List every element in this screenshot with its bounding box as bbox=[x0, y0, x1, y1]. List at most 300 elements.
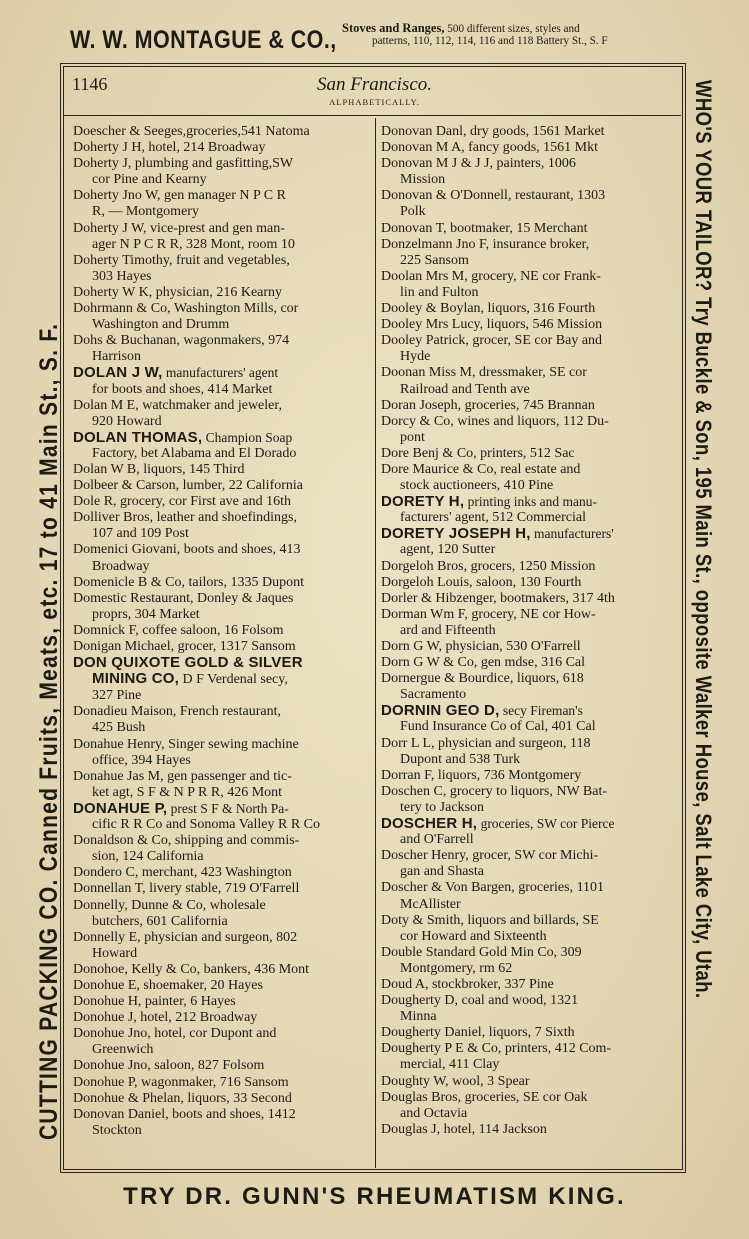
entry-text: gan and Shasta bbox=[400, 864, 484, 880]
directory-entry bbox=[73, 881, 376, 897]
entry-line bbox=[73, 639, 376, 655]
entry-text: Greenwich bbox=[92, 1042, 154, 1058]
entry-line bbox=[73, 591, 376, 607]
entry-text: Dorman Wm F, grocery, NE cor How- bbox=[381, 606, 596, 622]
entry-continuation bbox=[381, 623, 684, 639]
directory-entry bbox=[381, 494, 684, 526]
header-rule bbox=[63, 115, 681, 116]
entry-continuation bbox=[381, 349, 684, 365]
entry-line bbox=[381, 945, 684, 961]
entry-continuation bbox=[73, 172, 376, 188]
entry-line bbox=[73, 655, 376, 671]
entry-text: manufacturers' bbox=[530, 526, 614, 542]
entry-text: Donovan & O'Donnell, restaurant, 1303 bbox=[381, 188, 606, 204]
advertisement-details bbox=[342, 23, 682, 47]
entry-continuation bbox=[381, 382, 684, 398]
entry-continuation bbox=[73, 753, 376, 769]
entry-text: Donohue H, painter, 6 Hayes bbox=[73, 994, 236, 1010]
entry-text: Mission bbox=[400, 172, 446, 188]
entry-text: Dougherty D, coal and wood, 1321 bbox=[381, 993, 579, 1009]
entry-text: printing inks and manu- bbox=[464, 494, 597, 510]
entry-text: Domenici Giovani, boots and shoes, 413 bbox=[73, 542, 301, 558]
entry-text: Doud A, stockbroker, 337 Pine bbox=[381, 976, 554, 992]
directory-entry bbox=[381, 1122, 684, 1138]
entry-line bbox=[73, 1107, 376, 1123]
directory-entry bbox=[73, 898, 376, 930]
entry-line bbox=[73, 1091, 376, 1107]
entry-continuation bbox=[381, 864, 684, 880]
entry-text: R, — Montgomery bbox=[92, 204, 199, 220]
entry-text: Dolliver Bros, leather and shoefindings, bbox=[73, 510, 297, 526]
entry-line bbox=[381, 414, 684, 430]
directory-entry bbox=[381, 671, 684, 703]
directory-entry bbox=[381, 301, 684, 317]
entry-line bbox=[381, 607, 684, 623]
directory-entry bbox=[381, 317, 684, 333]
entry-line bbox=[73, 430, 376, 446]
directory-entry bbox=[73, 704, 376, 736]
entry-text: Donnellan T, livery stable, 719 O'Farrell bbox=[73, 881, 300, 897]
ad-line2: patterns, 110, 112, 114, 116 and 118 Battery St., S. F bbox=[372, 34, 608, 47]
entry-text: Dondero C, merchant, 423 Washington bbox=[73, 865, 292, 881]
entry-text: Sacramento bbox=[400, 687, 467, 703]
entry-text: ket agt, S F & N P R R, 426 Mont bbox=[92, 784, 283, 800]
directory-entry bbox=[73, 978, 376, 994]
directory-entry bbox=[73, 462, 376, 478]
directory-entry bbox=[381, 880, 684, 912]
entry-line bbox=[381, 526, 684, 542]
directory-entry bbox=[381, 655, 684, 671]
directory-entry bbox=[73, 333, 376, 365]
entry-line bbox=[73, 285, 376, 301]
entry-line bbox=[381, 913, 684, 929]
entry-text: Doscher Henry, grocer, SW cor Michi- bbox=[381, 848, 599, 864]
entry-line bbox=[381, 124, 684, 140]
entry-continuation bbox=[381, 1009, 684, 1025]
directory-entry bbox=[381, 365, 684, 397]
entry-line bbox=[73, 833, 376, 849]
entry-text: Donaldson & Co, shipping and commis- bbox=[73, 833, 300, 849]
entry-line bbox=[381, 140, 684, 156]
directory-entry bbox=[73, 253, 376, 285]
advertiser-name: W. W. MONTAGUE & CO., bbox=[70, 26, 337, 54]
directory-entry bbox=[73, 140, 376, 156]
entry-continuation bbox=[73, 446, 376, 462]
entry-continuation bbox=[73, 1123, 376, 1139]
entry-text: Donahue Henry, Singer sewing machine bbox=[73, 736, 299, 752]
entry-text: Washington and Drumm bbox=[92, 317, 230, 333]
ad-product: Stoves and Ranges, bbox=[342, 21, 445, 35]
entry-text: Dorn G W, physician, 530 O'Farrell bbox=[381, 639, 581, 654]
directory-entry bbox=[73, 430, 376, 462]
directory-entry bbox=[73, 865, 376, 881]
entry-text: Polk bbox=[400, 204, 426, 220]
entry-text: Dooley Patrick, grocer, SE cor Bay and bbox=[381, 333, 603, 349]
directory-entry bbox=[381, 1041, 684, 1073]
entry-text: Doherty W K, physician, 216 Kearny bbox=[73, 284, 283, 300]
entry-heading: DORNIN GEO D, bbox=[381, 703, 500, 720]
entry-line bbox=[73, 1075, 376, 1091]
directory-entry bbox=[73, 994, 376, 1010]
directory-entry bbox=[73, 510, 376, 542]
entry-text: Donohue E, shoemaker, 20 Hayes bbox=[73, 977, 263, 993]
entry-continuation bbox=[73, 914, 376, 930]
entry-text: Donovan M J & J J, painters, 1006 bbox=[381, 156, 576, 172]
entry-text: groceries, SW cor Pierce bbox=[477, 816, 615, 832]
entry-line bbox=[73, 1026, 376, 1042]
directory-entry bbox=[381, 977, 684, 993]
entry-text: ager N P C R R, 328 Mont, room 10 bbox=[92, 236, 295, 252]
entry-line bbox=[73, 542, 376, 558]
entry-line bbox=[73, 801, 376, 817]
left-column bbox=[73, 124, 376, 1139]
entry-line bbox=[73, 124, 376, 140]
entry-text: manufacturers' agent bbox=[162, 365, 279, 381]
entry-line bbox=[73, 140, 376, 156]
entry-text: Double Standard Gold Min Co, 309 bbox=[381, 944, 582, 960]
directory-entry bbox=[73, 655, 376, 704]
entry-text: Donnelly, Dunne & Co, wholesale bbox=[73, 897, 266, 913]
entry-line bbox=[381, 1074, 684, 1090]
directory-entry bbox=[73, 1010, 376, 1026]
entry-text: Donovan Daniel, boots and shoes, 1412 bbox=[73, 1106, 296, 1122]
entry-line bbox=[73, 301, 376, 317]
entry-line bbox=[73, 253, 376, 269]
entry-text: Champion Soap bbox=[202, 429, 293, 445]
entry-text: Dougherty P E & Co, printers, 412 Com- bbox=[381, 1041, 612, 1057]
entry-continuation bbox=[381, 929, 684, 945]
directory-entry bbox=[73, 285, 376, 301]
entry-continuation: 327 Pine bbox=[92, 688, 142, 704]
directory-entry bbox=[73, 623, 376, 639]
entry-text: pont bbox=[400, 429, 425, 445]
entry-heading: DOLAN THOMAS, bbox=[73, 429, 203, 446]
left-side-ad-text: CUTTING PACKING CO. Canned Fruits, Meats, etc. 17 to 41 Main St., S. F. bbox=[35, 322, 63, 1140]
entry-line bbox=[73, 156, 376, 172]
directory-entry bbox=[381, 848, 684, 880]
entry-text: Donovan Danl, dry goods, 1561 Market bbox=[381, 124, 605, 139]
entry-line bbox=[73, 978, 376, 994]
entry-line bbox=[381, 221, 684, 237]
entry-heading: DON QUIXOTE GOLD & SILVER bbox=[73, 655, 303, 672]
entry-text: Donzelmann Jno F, insurance broker, bbox=[381, 236, 590, 252]
entry-line bbox=[73, 575, 376, 591]
entry-text: Donigan Michael, grocer, 1317 Sansom bbox=[73, 639, 296, 654]
entry-line bbox=[381, 494, 684, 510]
entry-text: Douglas J, hotel, 114 Jackson bbox=[381, 1121, 547, 1137]
entry-line bbox=[73, 994, 376, 1010]
directory-entry bbox=[73, 737, 376, 769]
entry-text: Dorn G W & Co, gen mdse, 316 Cal bbox=[381, 655, 586, 671]
entry-text: McAllister bbox=[400, 896, 461, 912]
entry-line bbox=[381, 880, 684, 896]
directory-entry bbox=[73, 1026, 376, 1058]
directory-entry bbox=[73, 221, 376, 253]
entry-text: Stockton bbox=[92, 1122, 142, 1138]
entry-heading-continued: MINING CO, bbox=[92, 671, 179, 688]
entry-text: Doherty J W, vice-prest and gen man- bbox=[73, 220, 285, 236]
entry-text: 425 Bush bbox=[92, 720, 146, 736]
entry-text: D F Verdenal secy, bbox=[179, 672, 288, 688]
entry-heading: DOLAN J W, bbox=[73, 365, 163, 382]
entry-text: Dore Maurice & Co, real estate and bbox=[381, 461, 581, 477]
entry-continuation bbox=[381, 832, 684, 848]
entry-text: Doherty J, plumbing and gasfitting,SW bbox=[73, 156, 294, 172]
entry-continuation bbox=[381, 430, 684, 446]
entry-line bbox=[73, 769, 376, 785]
entry-text: Donohue & Phelan, liquors, 33 Second bbox=[73, 1090, 292, 1106]
top-advertisement bbox=[60, 22, 700, 56]
entry-line bbox=[381, 784, 684, 800]
entry-line bbox=[381, 655, 684, 671]
entry-continuation bbox=[381, 204, 684, 220]
entry-line bbox=[73, 898, 376, 914]
entry-line bbox=[381, 188, 684, 204]
directory-entry bbox=[381, 736, 684, 768]
right-column bbox=[381, 124, 684, 1138]
entry-text: lin and Fulton bbox=[400, 284, 479, 300]
entry-continuation bbox=[73, 607, 376, 623]
directory-entry bbox=[381, 398, 684, 414]
directory-entry bbox=[73, 591, 376, 623]
entry-text: Dolan W B, liquors, 145 Third bbox=[73, 461, 245, 477]
entry-text: Dougherty Daniel, liquors, 7 Sixth bbox=[381, 1025, 575, 1041]
page-number: 1146 bbox=[72, 74, 108, 94]
entry-text: Dole R, grocery, cor First ave and 16th bbox=[73, 494, 291, 510]
entry-text: Donahue Jas M, gen passenger and tic- bbox=[73, 768, 292, 784]
entry-continuation bbox=[73, 817, 376, 833]
ad-line1: 500 different sizes, styles and bbox=[444, 23, 580, 35]
entry-continuation bbox=[73, 317, 376, 333]
entry-text: 107 and 109 Post bbox=[92, 526, 189, 542]
entry-continuation bbox=[73, 204, 376, 220]
entry-text: agent, 120 Sutter bbox=[400, 542, 496, 558]
entry-continuation bbox=[73, 720, 376, 736]
directory-entry bbox=[381, 993, 684, 1025]
entry-line bbox=[381, 977, 684, 993]
entry-text: Howard bbox=[92, 945, 138, 961]
entry-line bbox=[381, 816, 684, 832]
directory-entry bbox=[73, 1107, 376, 1139]
entry-line bbox=[381, 446, 684, 462]
entry-text: Donovan M A, fancy goods, 1561 Mkt bbox=[381, 140, 598, 156]
directory-entry bbox=[73, 542, 376, 574]
entry-heading: DORETY H, bbox=[381, 494, 465, 511]
entry-text: secy Fireman's bbox=[499, 703, 583, 719]
entry-text: Dorler & Hibzenger, bootmakers, 317 4th bbox=[381, 590, 615, 606]
entry-text: and O'Farrell bbox=[400, 832, 474, 848]
directory-entry bbox=[381, 414, 684, 446]
entry-line bbox=[73, 1010, 376, 1026]
entry-line bbox=[381, 591, 684, 607]
entry-text: Dohs & Buchanan, wagonmakers, 974 bbox=[73, 333, 290, 349]
entry-text: Doscher & Von Bargen, groceries, 1101 bbox=[381, 880, 605, 896]
entry-text: Hyde bbox=[400, 349, 431, 365]
entry-text: Doherty Jno W, gen manager N P C R bbox=[73, 188, 286, 204]
directory-entry bbox=[381, 237, 684, 269]
entry-continuation bbox=[381, 542, 684, 558]
directory-entry bbox=[381, 1090, 684, 1122]
entry-text: proprs, 304 Market bbox=[92, 606, 200, 622]
entry-text: office, 394 Hayes bbox=[92, 752, 191, 768]
entry-text: Factory, bet Alabama and El Dorado bbox=[92, 445, 297, 461]
entry-line bbox=[381, 639, 684, 655]
entry-line bbox=[381, 301, 684, 317]
entry-line bbox=[381, 575, 684, 591]
entry-continuation bbox=[73, 946, 376, 962]
directory-entry bbox=[381, 221, 684, 237]
entry-continuation bbox=[73, 526, 376, 542]
entry-text: Harrison bbox=[92, 349, 141, 365]
entry-text: Dooley & Boylan, liquors, 316 Fourth bbox=[381, 301, 596, 317]
entry-text: mercial, 411 Clay bbox=[400, 1057, 500, 1073]
directory-entry bbox=[73, 575, 376, 591]
directory-entry bbox=[73, 301, 376, 333]
directory-entry bbox=[73, 365, 376, 397]
entry-text: Doran Joseph, groceries, 745 Brannan bbox=[381, 397, 595, 413]
entry-text: 303 Hayes bbox=[92, 268, 152, 284]
entry-continuation bbox=[73, 237, 376, 253]
directory-entry bbox=[73, 1091, 376, 1107]
entry-line bbox=[381, 559, 684, 575]
entry-line bbox=[73, 398, 376, 414]
entry-text: Montgomery, rm 62 bbox=[400, 960, 513, 976]
entry-text: Dooley Mrs Lucy, liquors, 546 Mission bbox=[381, 317, 603, 333]
entry-text: Donnelly E, physician and surgeon, 802 bbox=[73, 929, 298, 945]
directory-entry bbox=[73, 930, 376, 962]
entry-text: Dolan M E, watchmaker and jeweler, bbox=[73, 397, 282, 413]
page-title: San Francisco. bbox=[316, 74, 433, 95]
entry-text: prest S F & North Pa- bbox=[167, 800, 289, 816]
entry-text: Dore Benj & Co, printers, 512 Sac bbox=[381, 445, 575, 461]
entry-text: Fund Insurance Co of Cal, 401 Cal bbox=[400, 719, 596, 735]
directory-entry bbox=[381, 156, 684, 188]
entry-text: Dornergue & Bourdice, liquors, 618 bbox=[381, 671, 584, 687]
entry-continuation bbox=[381, 752, 684, 768]
entry-heading: DONAHUE P, bbox=[73, 800, 168, 817]
entry-heading: DOSCHER H, bbox=[381, 816, 478, 833]
directory-entry bbox=[73, 639, 376, 655]
directory-entry bbox=[381, 768, 684, 784]
entry-continuation bbox=[73, 671, 376, 688]
entry-line bbox=[381, 993, 684, 1009]
entry-continuation bbox=[381, 1057, 684, 1073]
entry-text: ard and Fifteenth bbox=[400, 622, 496, 638]
entry-text: for boots and shoes, 414 Market bbox=[92, 381, 273, 397]
entry-text: Dupont and 538 Turk bbox=[400, 751, 521, 767]
directory-entry bbox=[381, 575, 684, 591]
entry-line bbox=[73, 494, 376, 510]
entry-text: Donohue J, hotel, 212 Broadway bbox=[73, 1010, 258, 1026]
entry-line bbox=[73, 510, 376, 526]
entry-continuation bbox=[73, 559, 376, 575]
entry-line bbox=[381, 768, 684, 784]
directory-entry bbox=[381, 446, 684, 462]
entry-continuation bbox=[381, 172, 684, 188]
directory-entry bbox=[381, 526, 684, 558]
entry-line bbox=[73, 462, 376, 478]
entry-text: Doherty J H, hotel, 214 Broadway bbox=[73, 140, 266, 156]
entry-text: Dorgeloh Louis, saloon, 130 Fourth bbox=[381, 574, 582, 590]
entry-text: Dorr L L, physician and surgeon, 118 bbox=[381, 735, 591, 751]
right-side-ad-text: WHO'S YOUR TAILOR? Try Buckle & Son, 195 Main St., opposite Walker House, Salt Lake City, Utah. bbox=[691, 80, 716, 999]
entry-line bbox=[381, 1025, 684, 1041]
entry-text: and Octavia bbox=[400, 1105, 468, 1121]
entry-text: Dolbeer & Carson, lumber, 22 California bbox=[73, 478, 303, 494]
entry-text: Donovan T, bootmaker, 15 Merchant bbox=[381, 220, 588, 236]
directory-entry bbox=[381, 1074, 684, 1090]
entry-continuation bbox=[381, 510, 684, 526]
entry-line bbox=[381, 333, 684, 349]
directory-entry bbox=[381, 462, 684, 494]
directory-entry bbox=[381, 333, 684, 365]
entry-line bbox=[381, 365, 684, 381]
entry-line bbox=[381, 1122, 684, 1138]
entry-text: Donohue Jno, saloon, 827 Folsom bbox=[73, 1058, 265, 1074]
directory-entry bbox=[381, 607, 684, 639]
directory-entry bbox=[73, 1058, 376, 1074]
entry-line bbox=[73, 881, 376, 897]
entry-line bbox=[381, 848, 684, 864]
directory-entry bbox=[381, 1025, 684, 1041]
directory-entry bbox=[381, 703, 684, 735]
entry-line bbox=[381, 462, 684, 478]
entry-text: Doty & Smith, liquors and billards, SE bbox=[381, 912, 599, 928]
right-side-advertisement bbox=[690, 80, 716, 1160]
entry-text: Doughty W, wool, 3 Spear bbox=[381, 1073, 530, 1089]
entry-line bbox=[381, 671, 684, 687]
entry-text: Minna bbox=[400, 1009, 437, 1025]
directory-entry bbox=[381, 140, 684, 156]
entry-line bbox=[73, 221, 376, 237]
entry-line bbox=[381, 317, 684, 333]
entry-text: cific R R Co and Sonoma Valley R R Co bbox=[92, 817, 321, 833]
entry-line bbox=[381, 1090, 684, 1106]
directory-entry bbox=[73, 962, 376, 978]
entry-text: Dohrmann & Co, Washington Mills, cor bbox=[73, 301, 299, 317]
entry-continuation bbox=[73, 382, 376, 398]
entry-line bbox=[73, 188, 376, 204]
entry-line bbox=[73, 737, 376, 753]
directory-entry bbox=[381, 816, 684, 848]
directory-entry bbox=[73, 188, 376, 220]
entry-text: Donadieu Maison, French restaurant, bbox=[73, 704, 281, 720]
entry-text: Railroad and Tenth ave bbox=[400, 381, 530, 397]
entry-text: Douglas Bros, groceries, SE cor Oak bbox=[381, 1089, 588, 1105]
entry-text: sion, 124 California bbox=[92, 849, 204, 865]
entry-continuation bbox=[381, 478, 684, 494]
entry-heading: DORETY JOSEPH H, bbox=[381, 526, 531, 543]
entry-text: Broadway bbox=[92, 558, 150, 574]
directory-entry bbox=[73, 478, 376, 494]
entry-continuation bbox=[73, 414, 376, 430]
directory-entry bbox=[73, 769, 376, 801]
entry-text: butchers, 601 California bbox=[92, 913, 228, 929]
entry-text: Doolan Mrs M, grocery, NE cor Frank- bbox=[381, 268, 601, 284]
entry-text: Donohue P, wagonmaker, 716 Sansom bbox=[73, 1074, 289, 1090]
directory-entry bbox=[381, 913, 684, 945]
entry-text: Doschen C, grocery to liquors, NW Bat- bbox=[381, 783, 608, 799]
entry-line bbox=[381, 156, 684, 172]
entry-line bbox=[73, 478, 376, 494]
entry-text: facturers' agent, 512 Commercial bbox=[400, 510, 587, 526]
entry-text: Doonan Miss M, dressmaker, SE cor bbox=[381, 365, 587, 381]
directory-entry bbox=[381, 945, 684, 977]
directory-entry bbox=[73, 124, 376, 140]
page-subtitle: ALPHABETICALLY. bbox=[329, 97, 420, 107]
entry-line bbox=[381, 703, 684, 719]
entry-text: cor Howard and Sixteenth bbox=[400, 928, 547, 944]
